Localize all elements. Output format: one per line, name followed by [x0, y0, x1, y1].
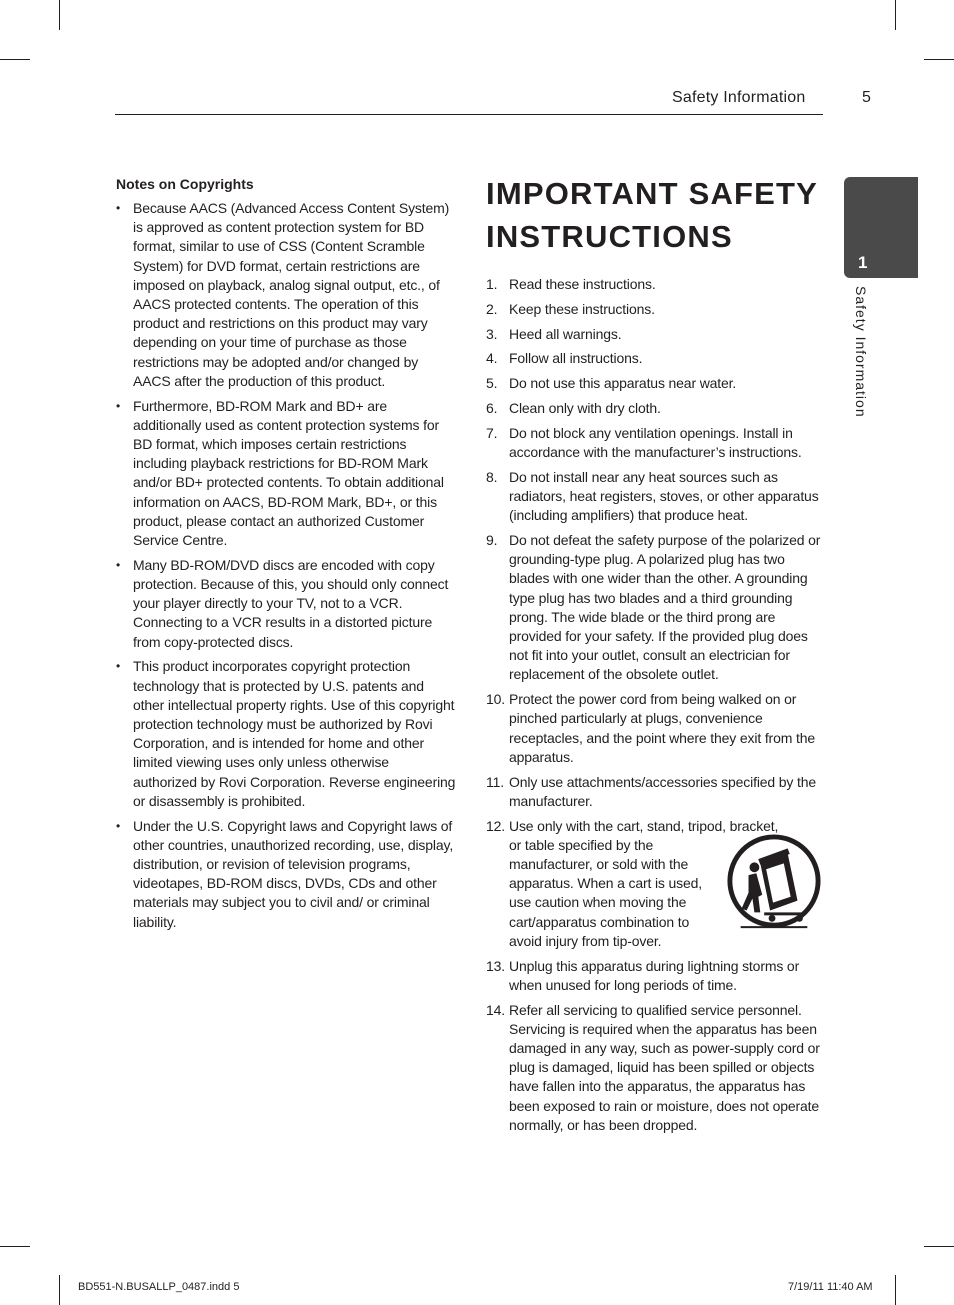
- crop-mark-right-bottom: [924, 1246, 954, 1247]
- page-title: IMPORTANT SAFETY INSTRUCTIONS: [486, 176, 818, 254]
- list-item: • This product incorporates copyright protection technology that is protected by U.S. patents and other intellectual property rights. Use of this copyright protection technology must be authorized by Rovi Corporation, and is intended for home and other limited viewing uses only unless otherwise authorized by Rovi Corporation. Reverse engineering or disassembly is prohibited.: [116, 657, 456, 811]
- copyright-notes-list: [116, 199, 456, 932]
- list-item: [486, 957, 828, 995]
- chapter-number: 1: [858, 253, 868, 272]
- item-text: Read these instructions.: [509, 276, 656, 292]
- running-header-title: Safety Information: [672, 89, 806, 106]
- item-number: 9.: [486, 531, 498, 548]
- item-text: Follow all instructions.: [509, 350, 643, 367]
- list-item: [486, 817, 828, 951]
- list-item: [486, 690, 828, 767]
- header-divider: [115, 114, 823, 115]
- list-item: [486, 773, 828, 811]
- list-item: [486, 399, 828, 418]
- chapter-tab: [844, 177, 918, 278]
- item-text: Unplug this apparatus during lightning storms or when unused for long periods of time.: [509, 957, 800, 993]
- list-item: • Under the U.S. Copyright laws and Copyright laws of other countries, unauthorized recording, use, display, distribution, or revision of television programs, videotapes, BD-ROM discs, DVDs, CDs and other materials may subject you to civil and/ or criminal liability.: [116, 817, 456, 932]
- item-number: 5.: [486, 375, 498, 392]
- item-number: 11.: [486, 773, 504, 790]
- item-text: Keep these instructions.: [509, 300, 655, 317]
- item-text: or table specified by the manufacturer, or sold with the apparatus. When a cart is used, use caution when moving the cart/apparatus combination to avoid injury from tip-over.: [509, 836, 703, 949]
- safety-instructions-list: [486, 275, 828, 1135]
- crop-mark-top-right: [895, 0, 896, 30]
- footer-file-info: BD551-N.BUSALLP_0487.indd 5: [78, 1281, 240, 1293]
- item-text: Do not defeat the safety purpose of the polarized or grounding-type plug. A polarized plug has two blades with one wider than the other. A grounding type plug has two blades and a third grounding prong. The wide blade or the third prong are provided for your safety. If the provided plug does not fit into your outlet, consult an electrician for replacement of the obsolete outlet.: [509, 531, 821, 683]
- crop-mark-left-top: [0, 59, 30, 60]
- list-item: [486, 1001, 828, 1135]
- list-item: [486, 424, 828, 462]
- crop-mark-right-top: [924, 59, 954, 60]
- item-number: 12.: [486, 817, 506, 834]
- page-number: 5: [862, 89, 871, 106]
- notes-heading: Notes on Copyrights: [116, 176, 254, 192]
- item-number: 1.: [486, 276, 498, 292]
- list-item: [486, 374, 828, 393]
- item-number: 14.: [486, 1001, 506, 1018]
- crop-mark-top-left: [59, 0, 60, 30]
- item-text: Heed all warnings.: [509, 325, 622, 342]
- crop-mark-left-bottom: [0, 1246, 30, 1247]
- item-text: Do not install near any heat sources such as radiators, heat registers, stoves, or other apparatus (including amplifiers) that produce heat.: [509, 468, 819, 524]
- item-number: 3.: [486, 325, 498, 342]
- list-item: [486, 275, 828, 294]
- crop-mark-bottom-left: [59, 1275, 60, 1305]
- item-text-first-line: Use only with the cart, stand, tripod, bracket,: [509, 817, 779, 834]
- list-item: [486, 468, 828, 526]
- list-item: [486, 300, 828, 319]
- item-number: 13.: [486, 957, 506, 974]
- item-text: Do not block any ventilation openings. Install in accordance with the manufacturer’s instructions.: [509, 424, 802, 460]
- chapter-side-label: Safety Information: [853, 286, 869, 418]
- item-text: Protect the power cord from being walked on or pinched particularly at plugs, convenience receptacles, and the point where they exit from the apparatus.: [509, 691, 815, 765]
- safety-instructions-section: [486, 172, 828, 1141]
- item-number: 8.: [486, 468, 498, 485]
- crop-mark-bottom-right: [895, 1275, 896, 1305]
- item-text: Clean only with dry cloth.: [509, 399, 661, 416]
- item-text: Only use attachments/accessories specified by the manufacturer.: [509, 773, 817, 809]
- list-item: [486, 531, 828, 685]
- item-text: Refer all servicing to qualified service personnel. Servicing is required when the apparatus has been damaged in any way, such as power-supply cord or plug is damaged, liquid has been spilled or objects have fallen into the apparatus, the apparatus has been exposed to rain or moisture, does not operate normally, or has been dropped.: [509, 1001, 820, 1133]
- item-number: 7.: [486, 424, 498, 441]
- cart-tip-over-warning-icon: [725, 834, 823, 932]
- item-number: 4.: [486, 350, 498, 367]
- copyright-notes-section: [116, 176, 456, 937]
- list-item: • Many BD-ROM/DVD discs are encoded with copy protection. Because of this, you should only connect your player directly to your TV, not to a VCR. Connecting to a VCR results in a distorted picture from copy-protected discs.: [116, 556, 456, 652]
- footer-date-info: 7/19/11 11:40 AM: [788, 1281, 873, 1293]
- list-item: [486, 349, 828, 368]
- list-item: • Because AACS (Advanced Access Content System) is approved as content protection system for BD format, similar to use of CSS (Content Scramble System) for DVD format, certain restrictions are imposed on playback, analog signal output, etc., of AACS protected contents. The operation of this product and restrictions on this product may vary depending on your time of purchase as those restrictions may be adopted and/or changed by AACS after the production of this product.: [116, 199, 456, 391]
- item-number: 10.: [486, 691, 506, 708]
- list-item: • Furthermore, BD-ROM Mark and BD+ are additionally used as content protection systems for BD format, which imposes certain restrictions including playback restrictions for BD-ROM Mark and/or BD+ protected contents. To obtain additional information on AACS, BD-ROM Mark, BD+, or this product, please contact an authorized Customer Service Centre.: [116, 397, 456, 551]
- item-number: 2.: [486, 300, 498, 317]
- item-number: 6.: [486, 399, 498, 416]
- list-item: [486, 325, 828, 344]
- item-text: Do not use this apparatus near water.: [509, 375, 737, 392]
